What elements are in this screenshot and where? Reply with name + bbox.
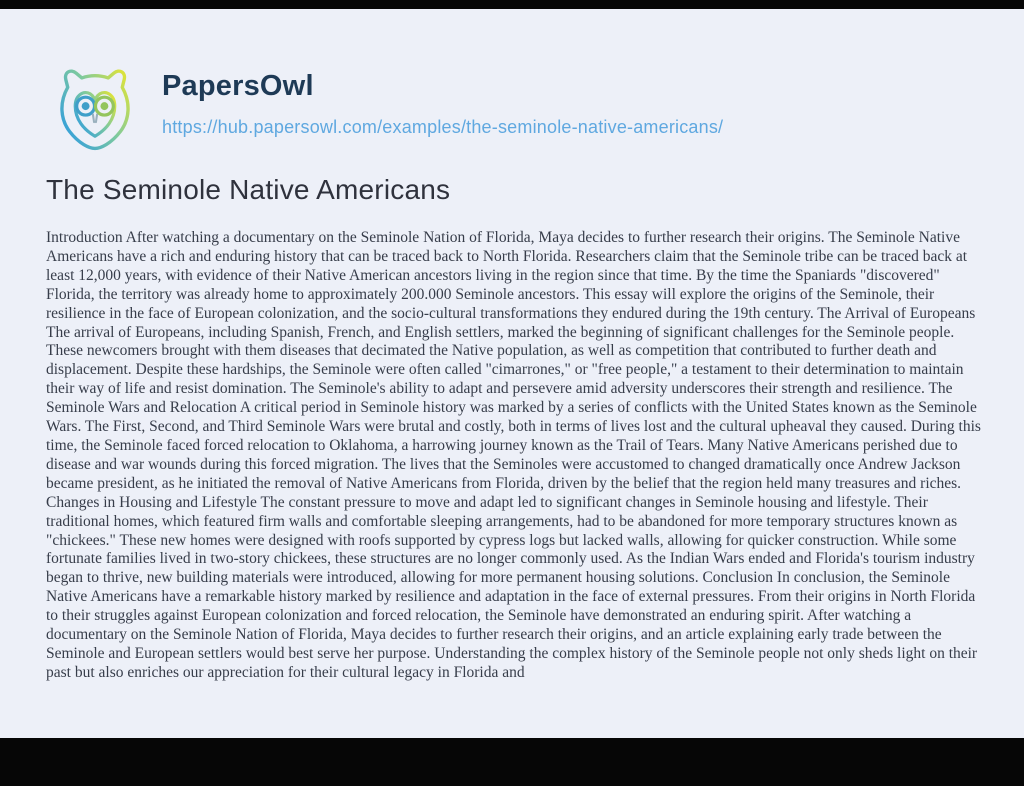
header-text-block [162,61,723,138]
owl-right-eye-pupil [100,102,108,110]
owl-left-eye-pupil [82,102,90,110]
article-body: Introduction After watching a documentary on the Seminole Nation of Florida, Maya decides to further research their origins. The Seminole Native Americans have a rich and enduring history that can be traced back to North Florida. Researchers claim that the Seminole tribe can be traced back at least 12,000 years, with evidence of their Native American ancestors living in the region since that time. By the time the Spaniards "discovered" Florida, the territory was already home to approximately 200.000 Seminole ancestors. This essay will explore the origins of the Seminole, their resilience in the face of European colonization, and the socio-cultural transformations they endured during the 19th century. The Arrival of Europeans The arrival of Europeans, including Spanish, French, and English settlers, marked the beginning of significant challenges for the Seminole people. These newcomers brought with them diseases that decimated the Native population, as well as competition that contributed to further death and displacement. Despite these hardships, the Seminole were often called "cimarrones," or "free people," a testament to their determination to maintain their way of life and resist domination. The Seminole's ability to adapt and persevere amid adversity underscores their strength and resilience. The Seminole Wars and Relocation A critical period in Seminole history was marked by a series of conflicts with the United States known as the Seminole Wars. The First, Second, and Third Seminole Wars were brutal and costly, both in terms of lives lost and the cultural upheaval they caused. During this time, the Seminole faced forced relocation to Oklahoma, a harrowing journey known as the Trail of Tears. Many Native Americans perished due to disease and war wounds during this forced migration. The lives that the Seminoles were accustomed to changed dramatically once Andrew Jackson became president, as he initiated the removal of Native Americans from Florida, driven by the belief that the region held many treasures and riches. Changes in Housing and Lifestyle The constant pressure to move and adapt led to significant changes in Seminole housing and lifestyle. Their traditional homes, which featured firm walls and comfortable sleeping arrangements, had to be abandoned for more temporary structures known as "chickees." These new homes were designed with roofs supported by cypress logs but lacked walls, allowing for quicker construction. While some fortunate families lived in two-story chickees, these structures are no longer commonly used. As the Indian Wars ended and Florida's tourism industry began to thrive, new building materials were introduced, allowing for more permanent housing solutions. Conclusion In conclusion, the Seminole Native Americans have a remarkable history marked by resilience and adaptation in the face of external pressures. From their origins in North Florida to their struggles against European colonization and forced relocation, the Seminole have demonstrated an enduring spirit. After watching a documentary on the Seminole Nation of Florida, Maya decides to further research their origins, and an article explaining early trade between the Seminole and European settlers would best serve her purpose. Understanding the complex history of the Seminole people not only sheds light on their past but also enriches our appreciation for their cultural legacy in Florida and [46,229,981,681]
page-title: The Seminole Native Americans [46,174,451,205]
brand-name[interactable]: PapersOwl [162,70,314,102]
letterbox-bottom-bar [0,738,1024,786]
letterbox-top-bar [0,0,1024,9]
owl-beak [93,115,97,123]
site-header [48,61,723,155]
papersowl-logo[interactable] [48,61,142,155]
page-url-link[interactable]: https://hub.papersowl.com/examples/the-seminole-native-americans/ [162,116,724,137]
page-background [0,9,1024,738]
owl-icon [48,61,142,155]
